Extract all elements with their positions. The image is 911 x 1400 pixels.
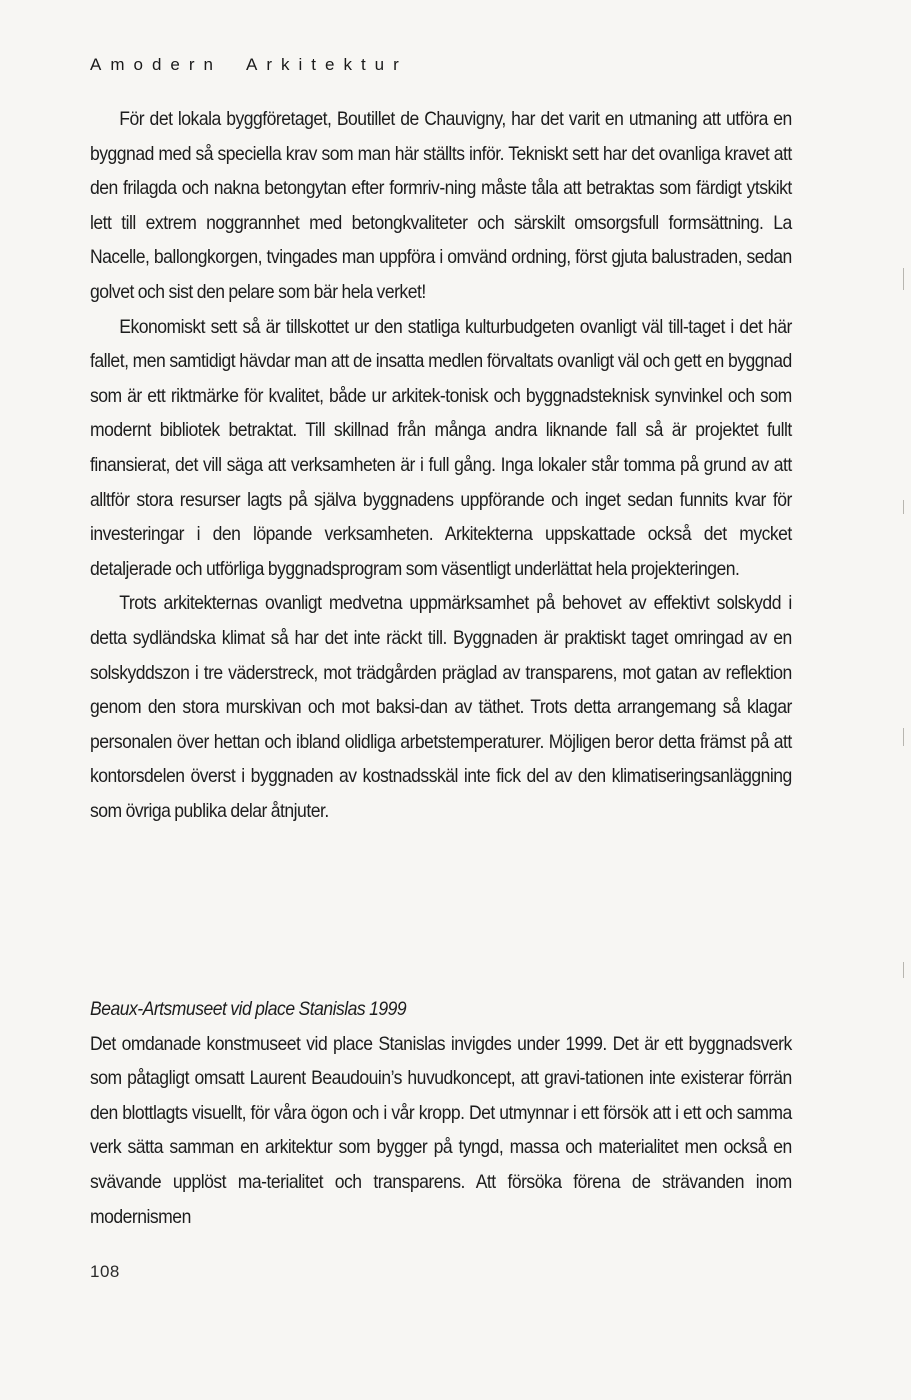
edge-mark [903,500,904,514]
body-text [90,103,792,829]
section-heading: Beaux-Artsmuseet vid place Stanislas 1999 [90,999,407,1020]
running-head-word: Arkitektur [245,55,408,74]
section [90,993,792,1235]
paragraph: Ekonomiskt sett så är tillskottet ur den statliga kulturbudgeten ovanligt väl till-taget i det här fallet, men samtidigt hävdar man att de insatta medlen förvaltats ovanligt väl och gett en byggnad som är ett riktmärke för kvalitet, både ur arkitek-tonisk och byggnadsteknisk synvinkel och som modernt bibliotek betraktat. Till skillnad från många andra liknande fall så är projektet fullt finansierat, det vill säga att verksamheten är i full gång. Inga lokaler står tomma på grund av att alltför stora resurser lagts på själva byggnadens uppförande och inget sedan funnits kvar för investeringar i den löpande verksamheten. Arkitekterna uppskattade också det mycket detaljerade och utförliga byggnadsprogram som väsentligt underlättat hela projekteringen. [90,316,792,580]
section-paragraph: Det omdanade konstmuseet vid place Stanislas invigdes under 1999. Det är ett byggnadsverk som påtagligt omsatt Laurent Beaudouin’s huvudkoncept, att gravi-tationen inte existerar förrän den blottlagts visuellt, för våra ögon och i vår kropp. Det utmynnar i ett försök att i ett och samma verk sätta samman en arkitektur som bygger på tyngd, massa och materialitet men också en svävande upplöst ma-terialitet och transparens. Att försöka förena de strävanden inom modernismen [90,1033,792,1228]
paragraph: För det lokala byggföretaget, Boutillet de Chauvigny, har det varit en utmaning att utföra en byggnad med så speciella krav som man här ställts inför. Tekniskt sett har det ovanliga kravet att den frilagda och nakna betongytan efter formriv-ning måste tåla att betraktas som färdigt ytskikt lett till extrem noggrannhet med betongkvaliteter och särskilt omsorgsfull formsättning. La Nacelle, ballongkorgen, tvingades man uppföra i omvänd ordning, först gjuta balustraden, sedan golvet och sist den pelare som bär hela verket! [90,109,792,303]
paragraph: Trots arkitekternas ovanligt medvetna uppmärksamhet på behovet av effektivt solskydd i detta sydländska klimat så har det inte räckt till. Byggnaden är praktiskt taget omringad av en solskyddszon i tre väderstreck, mot trädgården präglad av transparens, mot gatan av reflektion genom den stora murskivan och mot baksi-dan av täthet. Trots detta arrangemang så klagar personalen över hettan och ibland olidliga arbetstemperaturer. Möjligen beror detta främst på att kontorsdelen överst i byggnaden av kostnadsskäl inte fick del av den klimatiseringsanläggning som övriga publika delar åtnjuter. [90,593,792,822]
page-number: 108 [90,1262,120,1281]
running-head [90,55,408,75]
running-head-word: Amodern [90,55,222,74]
edge-mark [903,962,904,978]
edge-mark [903,268,904,290]
edge-mark [903,728,904,746]
